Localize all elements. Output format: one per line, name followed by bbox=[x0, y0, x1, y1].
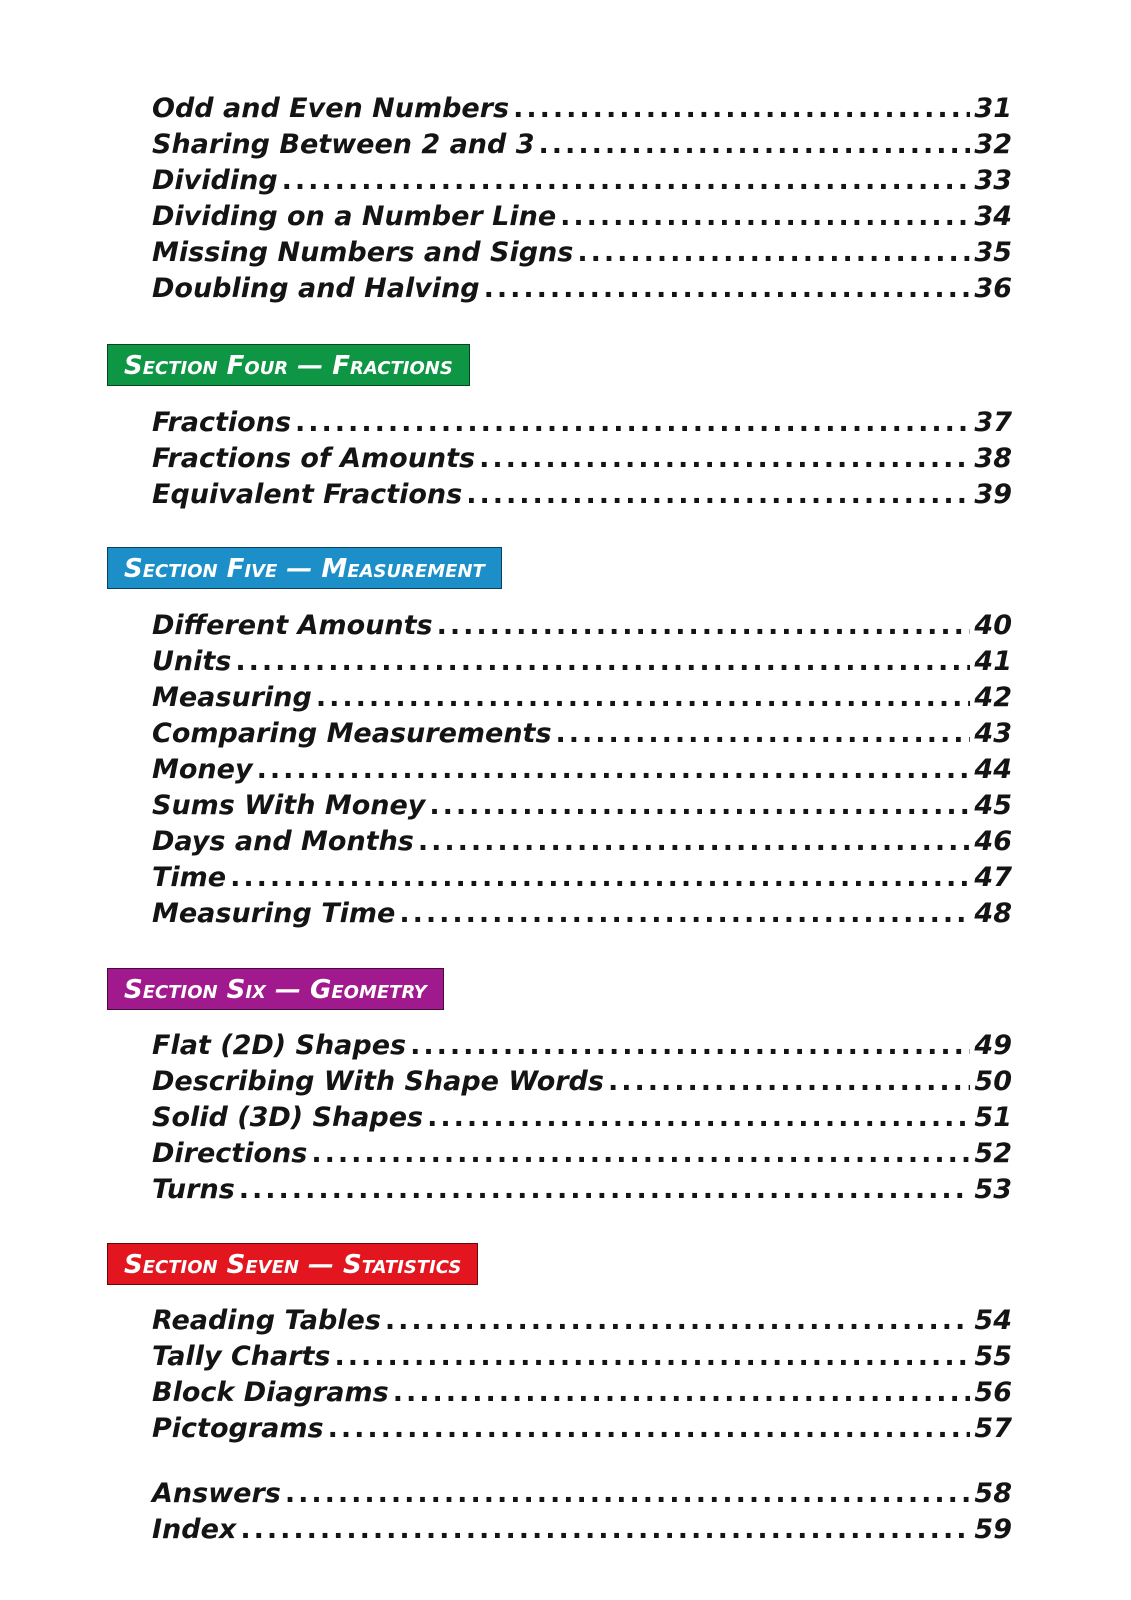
dot-leader bbox=[399, 896, 970, 932]
toc-entry-page: 33 bbox=[974, 165, 1012, 196]
dot-leader bbox=[466, 477, 970, 513]
toc-entry[interactable] bbox=[152, 644, 1012, 680]
toc-entry-page: 49 bbox=[974, 1030, 1012, 1061]
toc-entry-title: Tally Charts bbox=[152, 1341, 331, 1372]
toc-entry[interactable] bbox=[152, 1028, 1012, 1064]
toc-entry-page: 45 bbox=[974, 790, 1012, 821]
dot-leader bbox=[393, 1375, 971, 1411]
dot-leader bbox=[311, 1136, 970, 1172]
toc-entry-page: 38 bbox=[974, 443, 1012, 474]
section-heading-text: Section Six — Geometry bbox=[124, 975, 427, 1005]
dot-leader bbox=[239, 1172, 971, 1208]
toc-entry-page: 39 bbox=[974, 479, 1012, 510]
dot-leader bbox=[328, 1411, 971, 1447]
toc-entry-page: 55 bbox=[974, 1341, 1012, 1372]
toc-entry[interactable] bbox=[152, 860, 1012, 896]
toc-entry-title: Measuring bbox=[152, 682, 312, 713]
toc-entry[interactable] bbox=[152, 824, 1012, 860]
toc-entry[interactable] bbox=[152, 1411, 1012, 1447]
toc-entry-page: 31 bbox=[974, 93, 1012, 124]
toc-entry-title: Comparing Measurements bbox=[152, 718, 552, 749]
dot-leader bbox=[282, 163, 971, 199]
toc-entry-title: Days and Months bbox=[152, 826, 414, 857]
toc-entry-title: Turns bbox=[152, 1174, 235, 1205]
toc-entry-title: Solid (3D) Shapes bbox=[152, 1102, 424, 1133]
toc-entry-title: Fractions of Amounts bbox=[152, 443, 476, 474]
dot-leader bbox=[385, 1303, 971, 1339]
toc-entry[interactable] bbox=[152, 680, 1012, 716]
toc-entry[interactable] bbox=[152, 1064, 1012, 1100]
toc-entry[interactable] bbox=[152, 271, 1012, 307]
toc-entry-title: Block Diagrams bbox=[152, 1377, 389, 1408]
toc-entry-page: 36 bbox=[974, 273, 1012, 304]
toc-entry[interactable] bbox=[152, 1512, 1012, 1548]
toc-entry[interactable] bbox=[152, 1136, 1012, 1172]
dot-leader bbox=[556, 716, 971, 752]
toc-entry-page: 53 bbox=[974, 1174, 1012, 1205]
dot-leader bbox=[429, 788, 970, 824]
toc-entry-title: Measuring Time bbox=[152, 898, 396, 929]
dot-leader bbox=[513, 91, 970, 127]
toc-entry[interactable] bbox=[152, 405, 1012, 441]
toc-entry-page: 35 bbox=[974, 237, 1012, 268]
toc-entry[interactable] bbox=[152, 441, 1012, 477]
toc-entry-page: 51 bbox=[974, 1102, 1012, 1133]
toc-entry-title: Doubling and Halving bbox=[152, 273, 480, 304]
toc-entry[interactable] bbox=[152, 896, 1012, 932]
dot-leader bbox=[240, 1512, 970, 1548]
dot-leader bbox=[316, 680, 971, 716]
toc-entry-page: 32 bbox=[974, 129, 1012, 160]
toc-entry-title: Answers bbox=[152, 1478, 281, 1509]
section-seven-header bbox=[107, 1243, 478, 1285]
toc-entry[interactable] bbox=[152, 127, 1012, 163]
toc-entry-page: 54 bbox=[974, 1305, 1012, 1336]
toc-entry-title: Missing Numbers and Signs bbox=[152, 237, 574, 268]
dot-leader bbox=[335, 1339, 971, 1375]
toc-entry-page: 48 bbox=[974, 898, 1012, 929]
section-heading-text: Section Five — Measurement bbox=[124, 554, 485, 584]
toc-entry-title: Describing With Shape Words bbox=[152, 1066, 604, 1097]
dot-leader bbox=[479, 441, 970, 477]
toc-entry-title: Sharing Between 2 and 3 bbox=[152, 129, 535, 160]
dot-leader bbox=[560, 199, 970, 235]
toc-entry[interactable] bbox=[152, 235, 1012, 271]
section-heading-text: Section Seven — Statistics bbox=[124, 1250, 462, 1280]
toc-entry[interactable] bbox=[152, 1172, 1012, 1208]
dot-leader bbox=[230, 860, 970, 896]
dot-leader bbox=[484, 271, 971, 307]
section-four-header bbox=[107, 344, 470, 386]
toc-entry-title: Index bbox=[152, 1514, 237, 1545]
toc-entry-page: 50 bbox=[974, 1066, 1012, 1097]
toc-entry-page: 46 bbox=[974, 826, 1012, 857]
toc-entry[interactable] bbox=[152, 477, 1012, 513]
toc-entry-title: Directions bbox=[152, 1138, 308, 1169]
toc-entry-title: Units bbox=[152, 646, 232, 677]
dot-leader bbox=[418, 824, 971, 860]
toc-entry-page: 47 bbox=[974, 862, 1012, 893]
toc-entry-page: 59 bbox=[974, 1514, 1012, 1545]
dot-leader bbox=[437, 608, 971, 644]
toc-entry-title: Dividing bbox=[152, 165, 278, 196]
toc-entry-title: Fractions bbox=[152, 407, 292, 438]
toc-entry-title: Pictograms bbox=[152, 1413, 324, 1444]
toc-entry-title: Flat (2D) Shapes bbox=[152, 1030, 407, 1061]
section-six-header bbox=[107, 968, 444, 1010]
dot-leader bbox=[235, 644, 970, 680]
toc-entry-title: Reading Tables bbox=[152, 1305, 381, 1336]
toc-entry[interactable] bbox=[152, 608, 1012, 644]
dot-leader bbox=[577, 235, 970, 271]
toc-entry[interactable] bbox=[152, 788, 1012, 824]
toc-entry-page: 43 bbox=[974, 718, 1012, 749]
toc-entry[interactable] bbox=[152, 1100, 1012, 1136]
toc-entry-title: Money bbox=[152, 754, 253, 785]
toc-entry-page: 41 bbox=[974, 646, 1012, 677]
toc-entry-title: Dividing on a Number Line bbox=[152, 201, 557, 232]
dot-leader bbox=[410, 1028, 970, 1064]
toc-entry-page: 56 bbox=[974, 1377, 1012, 1408]
toc-entry-page: 52 bbox=[974, 1138, 1012, 1169]
dot-leader bbox=[257, 752, 971, 788]
toc-entry-page: 40 bbox=[974, 610, 1012, 641]
toc-entry[interactable] bbox=[152, 91, 1012, 127]
dot-leader bbox=[539, 127, 971, 163]
toc-entry[interactable] bbox=[152, 163, 1012, 199]
toc-entry-page: 44 bbox=[974, 754, 1012, 785]
dot-leader bbox=[608, 1064, 970, 1100]
section-five-header bbox=[107, 547, 502, 589]
toc-entry[interactable] bbox=[152, 1303, 1012, 1339]
toc-entry-title: Different Amounts bbox=[152, 610, 433, 641]
dot-leader bbox=[427, 1100, 970, 1136]
section-heading-text: Section Four — Fractions bbox=[124, 351, 453, 381]
toc-entry-page: 57 bbox=[974, 1413, 1012, 1444]
toc-entry-page: 34 bbox=[974, 201, 1012, 232]
toc-entry-title: Sums With Money bbox=[152, 790, 426, 821]
dot-leader bbox=[295, 405, 970, 441]
toc-entry-page: 58 bbox=[974, 1478, 1012, 1509]
toc-entry[interactable] bbox=[152, 1476, 1012, 1512]
toc-entry-title: Odd and Even Numbers bbox=[152, 93, 510, 124]
toc-entry-page: 37 bbox=[974, 407, 1012, 438]
toc-entry-page: 42 bbox=[974, 682, 1012, 713]
toc-entry-title: Equivalent Fractions bbox=[152, 479, 463, 510]
toc-entry[interactable] bbox=[152, 1339, 1012, 1375]
toc-entry-title: Time bbox=[152, 862, 227, 893]
toc-entry[interactable] bbox=[152, 1375, 1012, 1411]
toc-entry[interactable] bbox=[152, 716, 1012, 752]
dot-leader bbox=[285, 1476, 971, 1512]
toc-entry[interactable] bbox=[152, 752, 1012, 788]
toc-entry[interactable] bbox=[152, 199, 1012, 235]
